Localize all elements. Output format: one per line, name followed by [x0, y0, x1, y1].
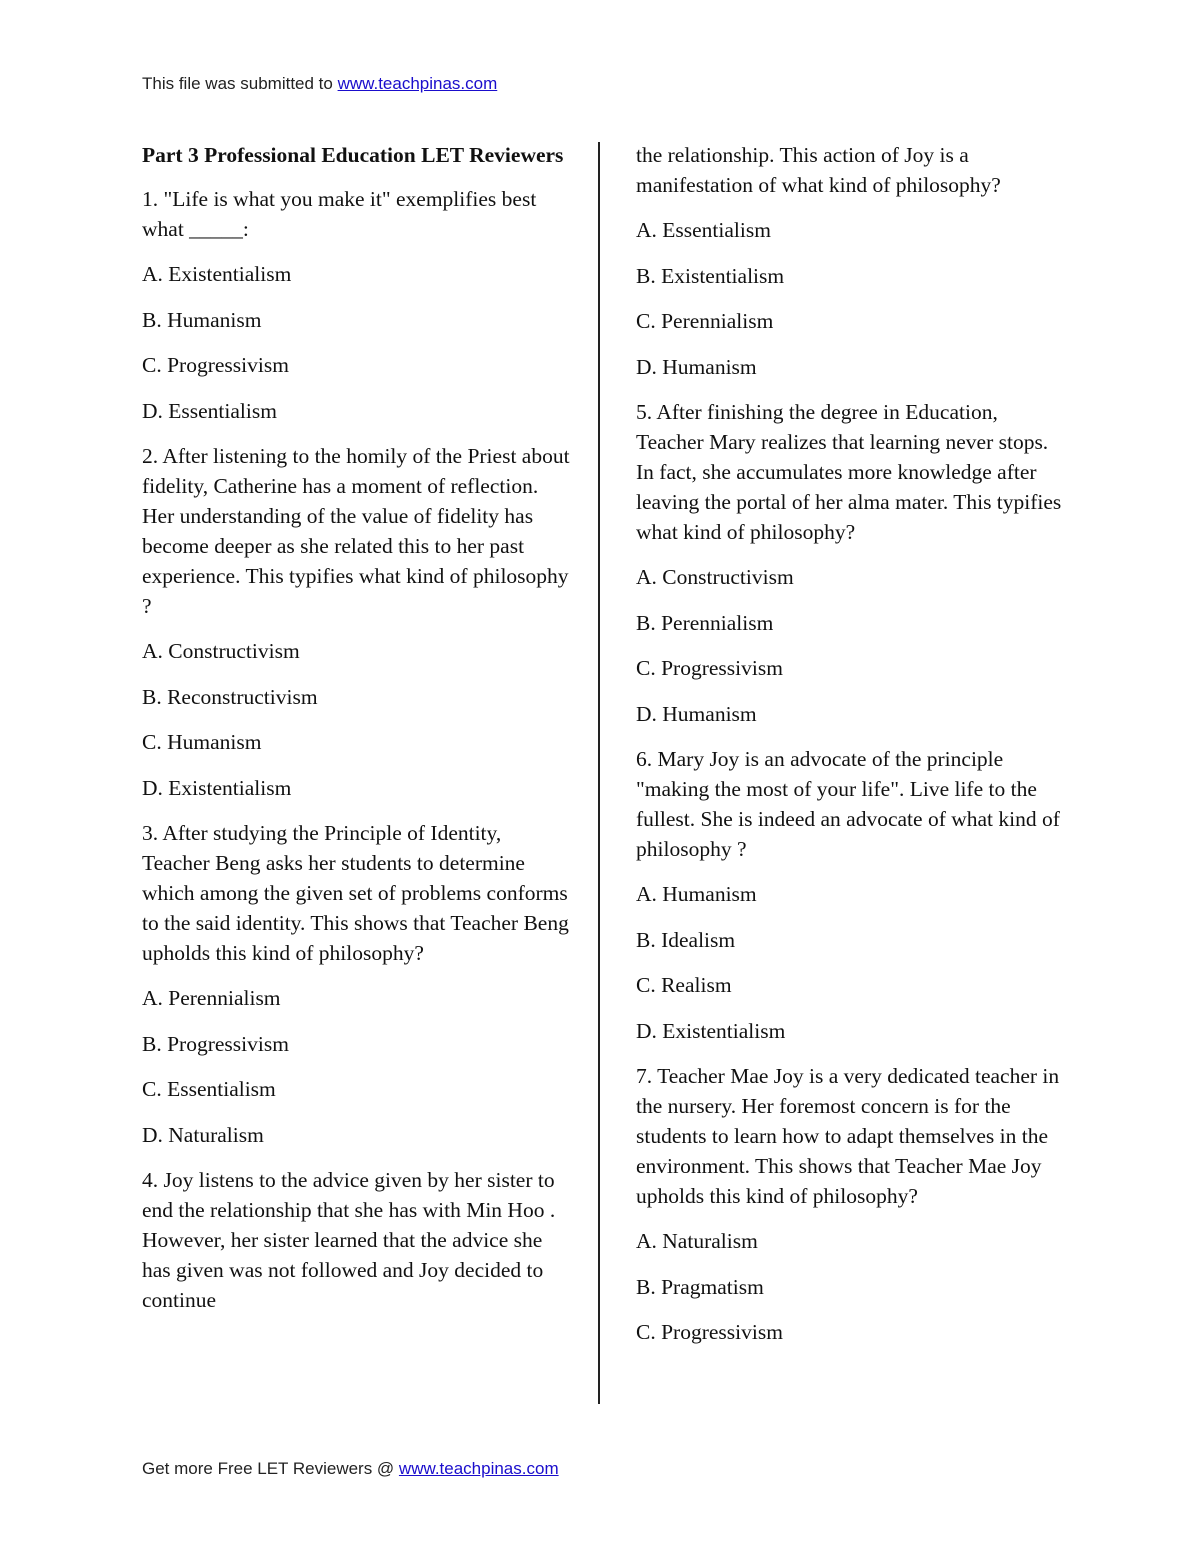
left-column	[142, 140, 572, 1330]
q6-option-b: B. Idealism	[636, 927, 736, 952]
q1-option-c: C. Progressivism	[142, 353, 289, 377]
q5-option-a: A. Constructivism	[636, 565, 794, 589]
q1-option-b: B. Humanism	[142, 307, 262, 332]
q2-option-a: A. Constructivism	[142, 639, 300, 663]
document-title: Part 3 Professional Education LET Reviewers	[142, 143, 564, 167]
q7-option-a: A. Naturalism	[636, 1229, 758, 1253]
q3-option-a: A. Perennialism	[142, 986, 281, 1010]
question-3: 3. After studying the Principle of Identity, Teacher Beng asks her students to determine which among the given set of problems conforms to the said identity. This shows that Teacher Beng upholds this kind of philosophy?	[142, 821, 569, 965]
q6-option-c: C. Realism	[636, 973, 732, 997]
q1-option-a: A. Existentialism	[142, 262, 292, 286]
q4-option-c: C. Perennialism	[636, 309, 774, 333]
q3-option-d: D. Naturalism	[142, 1122, 264, 1147]
q6-option-a: A. Humanism	[636, 882, 757, 906]
q3-option-c: C. Essentialism	[142, 1077, 276, 1101]
question-1: 1. "Life is what you make it" exemplifies best what _____:	[142, 187, 537, 241]
q5-option-c: C. Progressivism	[636, 656, 783, 680]
footer-text: Get more Free LET Reviewers @	[142, 1459, 399, 1478]
q5-option-b: B. Perennialism	[636, 610, 774, 635]
q5-option-d: D. Humanism	[636, 701, 757, 726]
q7-option-c: C. Progressivism	[636, 1320, 783, 1344]
question-6: 6. Mary Joy is an advocate of the principle "making the most of your life". Live life to the fullest. She is indeed an advocate of what kind of philosophy ?	[636, 747, 1060, 861]
question-4-part1: 4. Joy listens to the advice given by her sister to end the relationship that she has with Min Hoo . However, her sister learned that the advice she has given was not followed and Joy decided to continue	[142, 1168, 556, 1312]
q6-option-d: D. Existentialism	[636, 1018, 786, 1043]
page-header	[142, 74, 497, 94]
question-7: 7. Teacher Mae Joy is a very dedicated teacher in the nursery. Her foremost concern is for the students to learn how to adapt themselves in the environment. This shows that Teacher Mae Joy upholds this kind of philosophy?	[636, 1064, 1060, 1208]
column-divider	[598, 142, 600, 1404]
footer-link[interactable]: www.teachpinas.com	[398, 1459, 559, 1478]
q1-option-d: D. Essentialism	[142, 398, 277, 423]
q4-option-b: B. Existentialism	[636, 263, 785, 288]
q2-option-c: C. Humanism	[142, 730, 262, 754]
q4-option-a: A. Essentialism	[636, 218, 771, 242]
question-5: 5. After finishing the degree in Education, Teacher Mary realizes that learning never stops. In fact, she accumulates more knowledge after leaving the portal of her alma mater. This typifies what kind of philosophy?	[636, 400, 1062, 544]
question-4-part2: the relationship. This action of Joy is a manifestation of what kind of philosophy?	[636, 143, 1001, 197]
q2-option-b: B. Reconstructivism	[142, 684, 318, 709]
page-footer	[142, 1459, 559, 1479]
right-column	[636, 140, 1066, 1363]
q7-option-b: B. Pragmatism	[636, 1274, 764, 1299]
q4-option-d: D. Humanism	[636, 354, 757, 379]
header-text: This file was submitted to	[142, 74, 338, 93]
q3-option-b: B. Progressivism	[142, 1031, 289, 1056]
q2-option-d: D. Existentialism	[142, 775, 292, 800]
header-link[interactable]: www.teachpinas.com	[337, 74, 498, 93]
question-2: 2. After listening to the homily of the Priest about fidelity, Catherine has a moment of reflection. Her understanding of the value of fidelity has become deeper as she related this to her past experience. This typifies what kind of philosophy ?	[142, 444, 570, 618]
